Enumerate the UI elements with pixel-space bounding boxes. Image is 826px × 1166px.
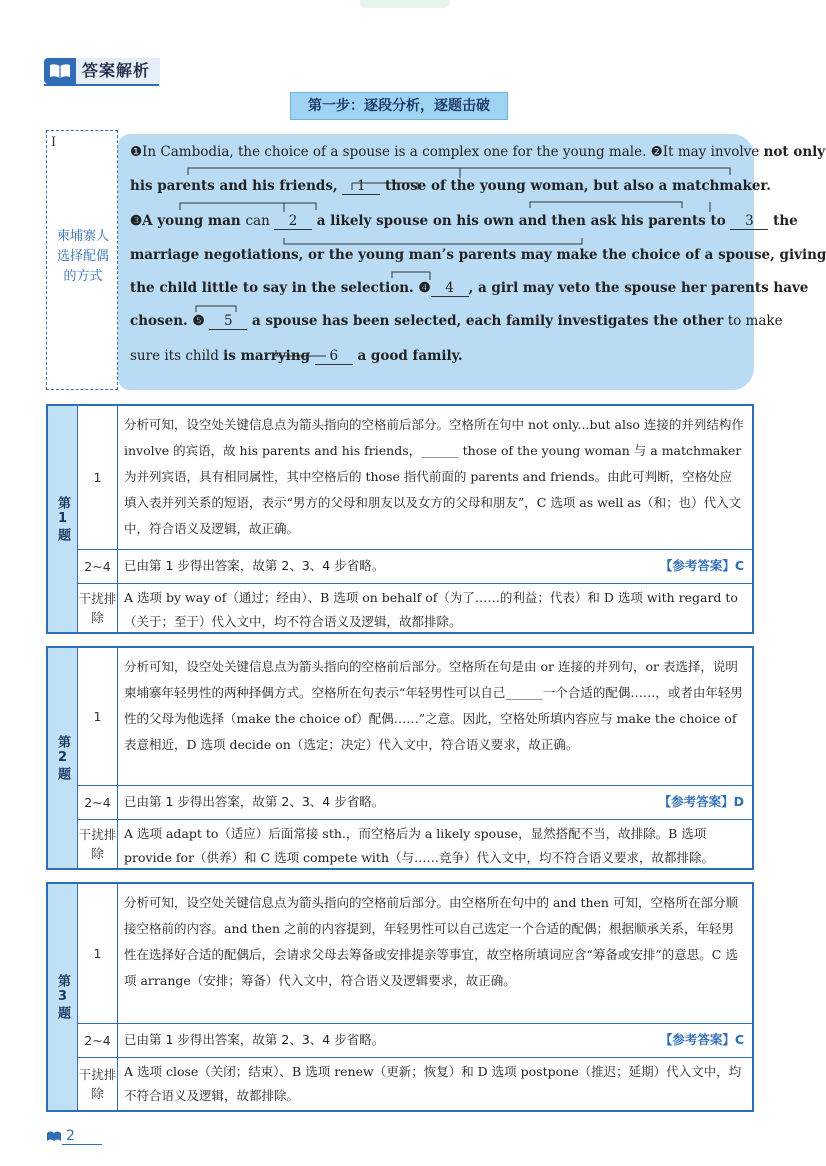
section-title: 答案解析 bbox=[76, 58, 160, 84]
passage-line bbox=[130, 178, 771, 195]
analysis-text: 分析可知，设空处关键信息点为箭头指向的空格前后部分。空格所在句是由 or 连接的并列句，or 表选择，说明柬埔寨年轻男性的两种择偶方式。空格所在句表示“年轻男性可以自己______一个合适的配偶……，或者由年轻男性的父母为他选择（make the choice of）配偶……”之意。因此，空格处所填内容应与 make the choice of 表意相近，D 选项 decide on（选定；决定）代入文中，符合语义要求，故正确。 bbox=[124, 659, 743, 752]
question-block-1 bbox=[46, 404, 754, 634]
passage-line bbox=[130, 348, 463, 365]
page-number: 2 bbox=[66, 1128, 75, 1144]
passage-line bbox=[130, 247, 826, 263]
analysis-row bbox=[78, 406, 752, 550]
distractor-label: 干扰排除 bbox=[78, 1058, 118, 1110]
steps-text: 已由第 1 步得出答案，故第 2、3、4 步省略。 bbox=[124, 558, 385, 573]
book-icon bbox=[44, 58, 76, 84]
analysis-row bbox=[78, 884, 752, 1024]
passage-segment: not only bbox=[763, 144, 826, 160]
header-rule bbox=[44, 84, 159, 86]
passage-segment: ❸A young man bbox=[130, 213, 246, 229]
question-label: 第1题 bbox=[48, 406, 78, 632]
book-icon bbox=[46, 1130, 62, 1142]
question-block-2 bbox=[46, 646, 754, 870]
answer-blank: 5 bbox=[209, 313, 247, 330]
passage-segment: , a girl may veto the spouse her parents have bbox=[468, 280, 809, 296]
step-number: 1 bbox=[78, 884, 118, 1023]
distractor-text: A 选项 close（关闭；结束）、B 选项 renew（更新；恢复）和 D 选项 postpone（推迟；延期）代入文中，均不符合语义及逻辑，故都排除。 bbox=[124, 1064, 742, 1103]
steps-text: 已由第 1 步得出答案，故第 2、3、4 步省略。 bbox=[124, 1032, 385, 1047]
top-decoration bbox=[360, 0, 450, 8]
distractor-label: 干扰排除 bbox=[78, 820, 118, 868]
steps-range: 2~4 bbox=[78, 786, 118, 819]
distractor-text: A 选项 by way of（通过；经由）、B 选项 on behalf of（为了……的利益；代表）和 D 选项 with regard to（关于；至于）代入文中，均不符合语义及逻辑，故都排除。 bbox=[124, 590, 738, 629]
section-header bbox=[44, 58, 160, 84]
passage-line bbox=[130, 144, 825, 160]
steps-row bbox=[78, 550, 752, 584]
reference-answer: 【参考答案】D bbox=[658, 794, 744, 809]
steps-range: 2~4 bbox=[78, 550, 118, 583]
step-banner: 第一步：逐段分析，逐题击破 bbox=[290, 92, 508, 120]
distractor-row bbox=[78, 584, 752, 632]
passage-segment: can bbox=[245, 213, 275, 229]
passage-segment: sure its child bbox=[130, 348, 224, 364]
answer-blank: 2 bbox=[274, 213, 312, 230]
passage-panel bbox=[46, 130, 826, 390]
step-number: 1 bbox=[78, 648, 118, 785]
distractor-label: 干扰排除 bbox=[78, 584, 118, 632]
distractor-row bbox=[78, 820, 752, 868]
analysis-row bbox=[78, 648, 752, 786]
answer-blank: 3 bbox=[730, 213, 768, 230]
steps-row bbox=[78, 1024, 752, 1058]
question-label: 第2题 bbox=[48, 648, 78, 868]
passage-segment: those of the young woman, but also a matchmaker. bbox=[380, 178, 771, 194]
analysis-text: 分析可知，设空处关键信息点为箭头指向的空格前后部分。由空格所在句中的 and then 可知，空格所在部分顺接空格前的内容。and then 之前的内容提到，年轻男性可以自己选定一个合适的配偶；根据顺承关系，年轻男性在选择好合适的配偶后，会请求父母去筹备或安排提亲等事宜，故空格所填词应含“筹备或安排”的意思。C 选项 arrange（安排；筹备）代入文中，符合语义及逻辑要求，故正确。 bbox=[124, 895, 738, 988]
page-footer bbox=[46, 1128, 75, 1144]
distractor-row bbox=[78, 1058, 752, 1110]
passage-line bbox=[130, 280, 808, 297]
passage-segment: is marrying bbox=[223, 348, 315, 364]
passage-segment: to make bbox=[723, 313, 783, 329]
answer-blank: 1 bbox=[342, 178, 380, 195]
footer-rule bbox=[62, 1144, 102, 1145]
passage-line bbox=[130, 213, 798, 230]
passage-line bbox=[130, 313, 783, 330]
passage-topic: 柬埔寨人选择配偶的方式 bbox=[56, 229, 109, 284]
distractor-text: A 选项 adapt to（适应）后面常接 sth.，而空格后为 a likely spouse，显然搭配不当，故排除。B 选项 provide for（供养）和 C 选项 compete with（与……竞争）代入文中，均不符合语义要求，故都排除。 bbox=[124, 826, 714, 865]
steps-range: 2~4 bbox=[78, 1024, 118, 1057]
steps-row bbox=[78, 786, 752, 820]
passage-segment: chosen. ❺ bbox=[130, 313, 210, 329]
passage-segment: his parents and his friends, bbox=[130, 178, 343, 194]
reference-answer: 【参考答案】C bbox=[659, 558, 744, 573]
step-number: 1 bbox=[78, 406, 118, 549]
question-label: 第3题 bbox=[48, 884, 78, 1110]
answer-blank: 6 bbox=[315, 348, 353, 365]
passage-segment: the bbox=[768, 213, 798, 229]
passage-segment: a spouse has been selected, each family investigates the other bbox=[247, 313, 724, 329]
answer-blank: 4 bbox=[431, 280, 469, 297]
passage-segment: the child little to say in the selection. ❹ bbox=[130, 280, 431, 296]
passage-segment: a good family. bbox=[352, 348, 463, 364]
steps-text: 已由第 1 步得出答案，故第 2、3、4 步省略。 bbox=[124, 794, 385, 809]
analysis-text: 分析可知，设空处关键信息点为箭头指向的空格前后部分。空格所在句中 not only...but also 连接的并列结构作 involve 的宾语，故 his parents and his friends，______ those of the young woman 与 a matchmaker 为并列宾语，具有相同属性，其中空格后的 those 指代前面的 parents and friends。由此可判断，空格处应填入表并列关系的短语，表示“男方的父母和朋友以及女方的父母和朋友”，C 选项 as well as（和；也）代入文中，符合语义及逻辑，故正确。 bbox=[124, 417, 744, 536]
passage-segment: ❶In Cambodia, the choice of a spouse is a complex one for the young male. ❷It may involve bbox=[130, 144, 764, 160]
passage-segment: marriage negotiations, or the young man’s parents may make the choice of a spouse, giving bbox=[130, 247, 826, 263]
section-number: I bbox=[51, 135, 57, 150]
question-block-3 bbox=[46, 882, 754, 1112]
reference-answer: 【参考答案】C bbox=[659, 1032, 744, 1047]
passage-segment: a likely spouse on his own and then ask his parents to bbox=[312, 213, 731, 229]
